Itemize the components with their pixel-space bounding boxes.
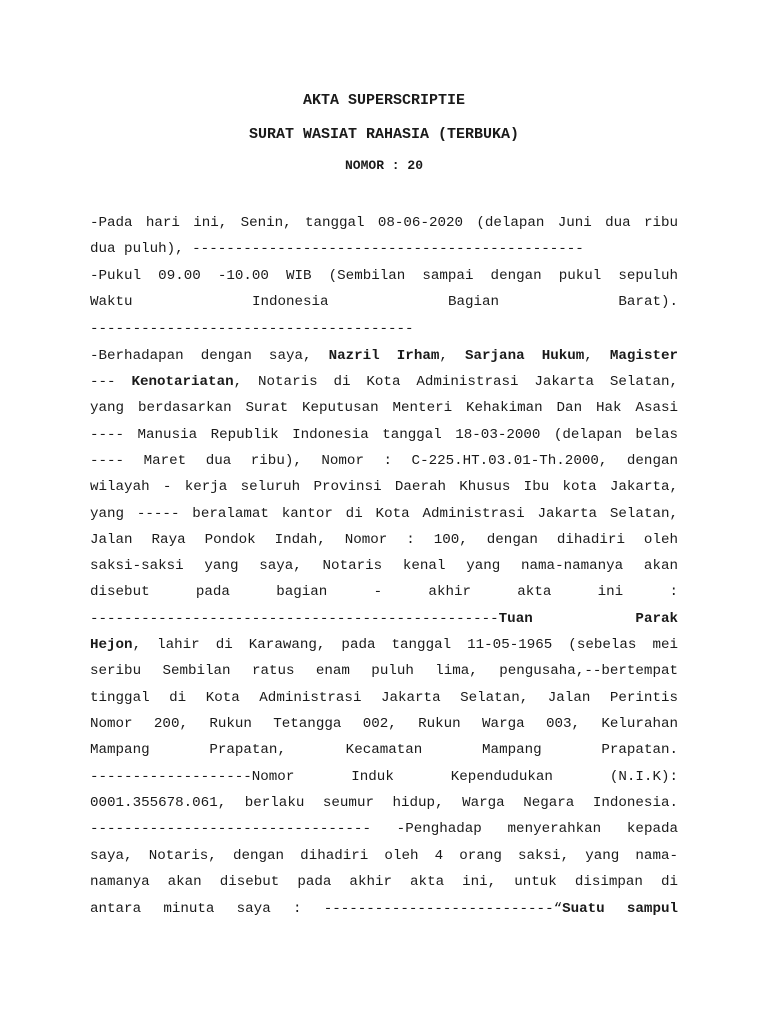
text-line	[90, 715, 678, 733]
text-line	[90, 293, 678, 311]
text-line	[90, 426, 678, 444]
document-subtitle: SURAT WASIAT RAHASIA (TERBUKA)	[248, 126, 520, 143]
text-line	[90, 214, 678, 232]
text-run: namanya akan disebut pada akhir akta ini, untuk disimpan di	[90, 874, 678, 890]
text-run: Waktu Indonesia Bagian Barat).	[90, 294, 678, 310]
text-line	[90, 900, 678, 918]
text-run: wilayah - kerja seluruh Provinsi Daerah Khusus Ibu kota Jakarta,	[90, 479, 678, 495]
text-run: , Notaris di Kota Administrasi Jakarta Selatan,	[233, 374, 678, 390]
bold-text: Nazril Irham	[328, 348, 440, 364]
text-run: ---- Maret dua ribu), Nomor : C-225.HT.03.01-Th.2000, dengan	[90, 453, 678, 469]
text-run: tinggal di Kota Administrasi Jakarta Selatan, Jalan Perintis	[90, 690, 678, 706]
bold-text: Suatu sampul	[562, 901, 678, 917]
text-line	[90, 820, 678, 838]
text-run: --------------------------------- -Penghadap menyerahkan kepada	[90, 821, 678, 837]
text-line	[90, 636, 678, 654]
text-line	[90, 794, 678, 812]
text-run: saya, Notaris, dengan dihadiri oleh 4 orang saksi, yang nama-	[90, 848, 678, 864]
text-run: ,	[584, 348, 610, 364]
text-run: ------------------------------------------------	[90, 611, 499, 627]
text-line	[90, 741, 678, 759]
text-run: seribu Sembilan ratus enam puluh lima, pengusaha,--bertempat	[90, 663, 678, 679]
text-run: -Berhadapan dengan saya,	[90, 348, 329, 364]
text-line	[90, 557, 678, 575]
text-run: -Pada hari ini, Senin, tanggal 08-06-2020 (delapan Juni dua ribu	[90, 215, 678, 231]
text-run: ,	[439, 348, 465, 364]
text-run: antara minuta saya : ---------------------------“	[90, 901, 563, 917]
text-line	[90, 399, 678, 417]
text-line	[90, 505, 678, 523]
text-run: Mampang Prapatan, Kecamatan Mampang Prapatan.	[90, 742, 678, 758]
text-run: ---	[90, 374, 132, 390]
text-run: yang berdasarkan Surat Keputusan Menteri Kehakiman Dan Hak Asasi	[90, 400, 678, 416]
text-line	[90, 610, 678, 628]
text-run: --------------------------------------	[90, 321, 414, 337]
text-line	[90, 768, 678, 786]
text-run: ---- Manusia Republik Indonesia tanggal 18-03-2000 (delapan belas	[90, 427, 678, 443]
document-title: AKTA SUPERSCRIPTIE	[302, 92, 466, 109]
text-line	[90, 531, 678, 549]
text-line	[90, 267, 678, 285]
text-line	[90, 478, 678, 496]
text-run: disebut pada bagian - akhir akta ini :	[90, 584, 678, 600]
text-run: -Pukul 09.00 -10.00 WIB (Sembilan sampai dengan pukul sepuluh	[90, 268, 678, 284]
text-line	[90, 240, 678, 258]
document-number: NOMOR : 20	[344, 158, 423, 173]
bold-text: Kenotariatan	[131, 374, 234, 390]
text-line	[90, 583, 678, 601]
text-line	[90, 873, 678, 891]
bold-text: Sarjana Hukum	[465, 348, 585, 364]
bold-text: Magister	[609, 348, 679, 364]
text-line	[90, 347, 678, 365]
text-line	[90, 320, 678, 338]
text-run: yang ----- beralamat kantor di Kota Administrasi Jakarta Selatan,	[90, 506, 678, 522]
text-line	[90, 847, 678, 865]
text-line	[90, 452, 678, 470]
text-line	[90, 662, 678, 680]
text-run: Nomor 200, Rukun Tetangga 002, Rukun Warga 003, Kelurahan	[90, 716, 678, 732]
text-run: -------------------Nomor Induk Kependudukan (N.I.K):	[90, 769, 678, 785]
bold-text: Hejon	[90, 637, 133, 653]
text-line	[90, 373, 678, 391]
text-line	[90, 689, 678, 707]
text-run: 0001.355678.061, berlaku seumur hidup, Warga Negara Indonesia.	[90, 795, 678, 811]
text-run: dua puluh), ----------------------------------------------	[90, 241, 584, 257]
text-run: , lahir di Karawang, pada tanggal 11-05-1965 (sebelas mei	[132, 637, 678, 653]
text-run: Jalan Raya Pondok Indah, Nomor : 100, dengan dihadiri oleh	[90, 532, 678, 548]
bold-text: Tuan Parak	[498, 611, 678, 627]
text-run: saksi-saksi yang saya, Notaris kenal yang nama-namanya akan	[90, 558, 678, 574]
